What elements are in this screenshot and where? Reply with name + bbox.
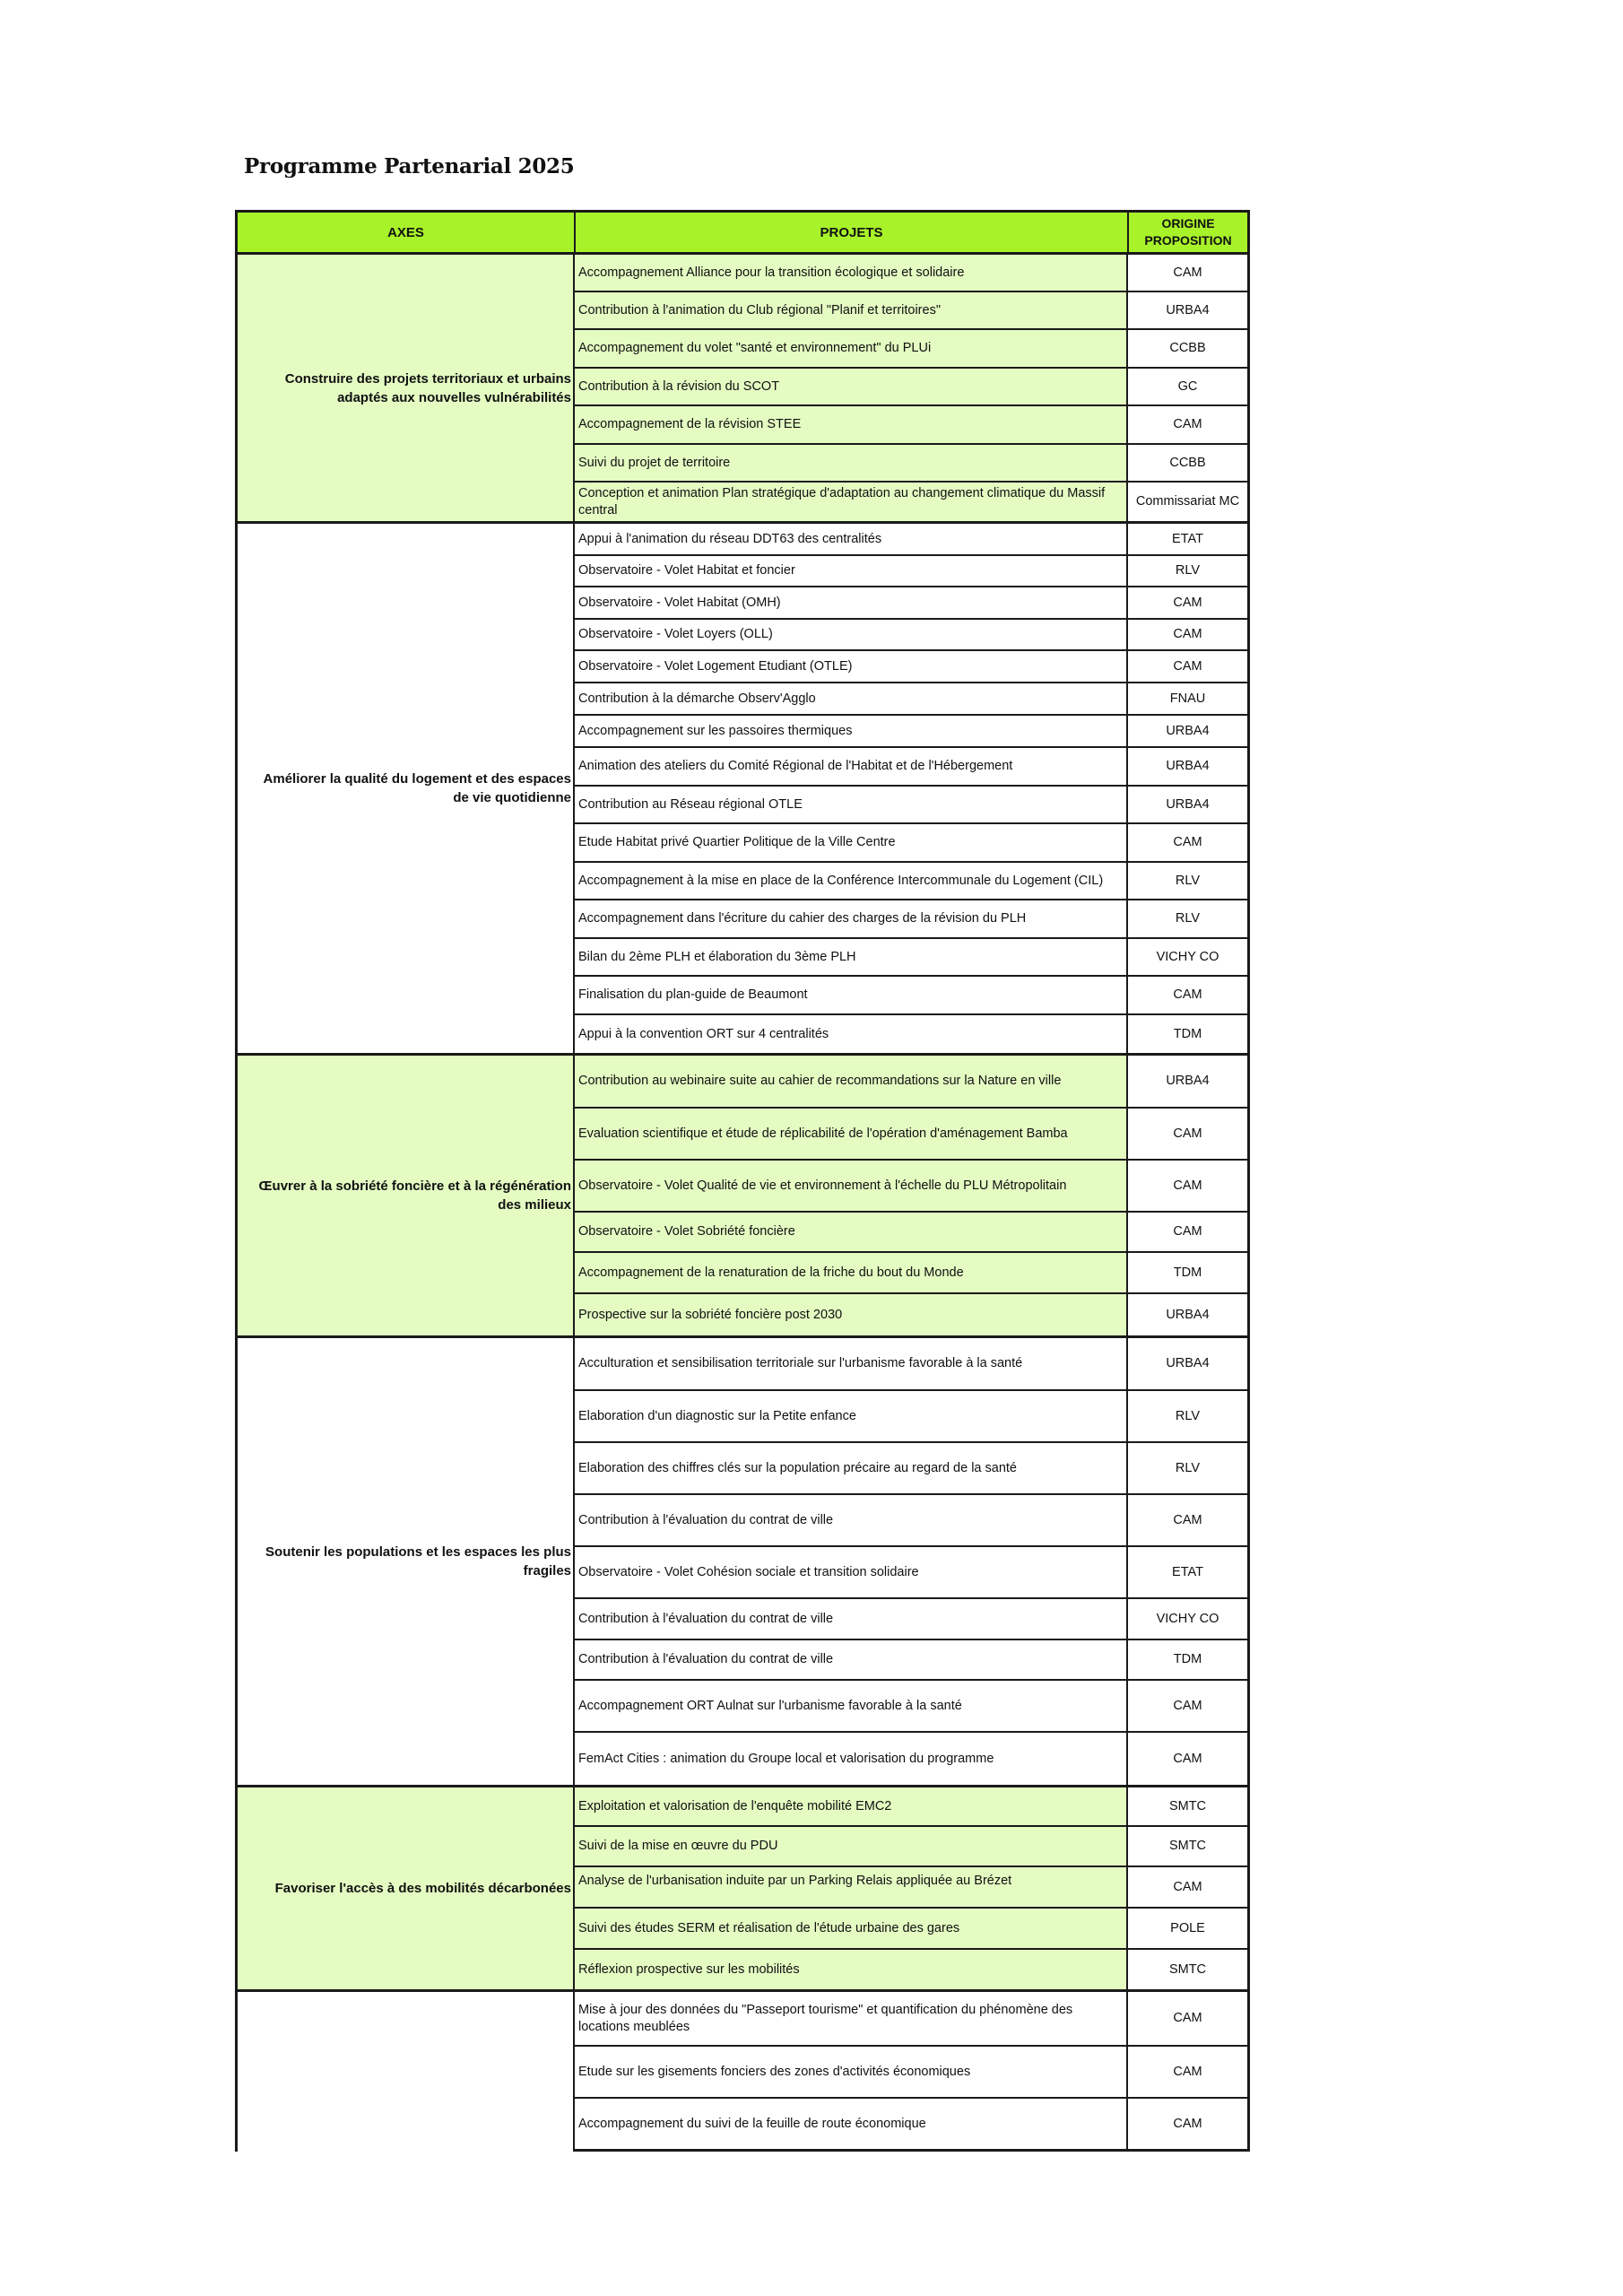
axe-group: [235, 1992, 1250, 2152]
projet-cell: Acculturation et sensibilisation territoriale sur l'urbanisme favorable à la santé: [575, 1338, 1128, 1389]
origine-cell: CAM: [1128, 2047, 1250, 2097]
table-row: [575, 1640, 1250, 1681]
project-rows: [575, 1056, 1250, 1335]
header-origine: ORIGINE PROPOSITION: [1144, 216, 1232, 248]
origine-cell: TDM: [1128, 1640, 1250, 1679]
axe-group: [235, 524, 1250, 1056]
projet-cell: Suivi des études SERM et réalisation de l'étude urbaine des gares: [575, 1909, 1128, 1948]
table-row: [575, 1733, 1250, 1785]
projet-cell: Mise à jour des données du "Passeport tourisme" et quantification du phénomène des locations meublées: [575, 1992, 1128, 2045]
table-row: [575, 824, 1250, 863]
table-row: [575, 1827, 1250, 1867]
table-row: [575, 787, 1250, 824]
projet-cell: Réflexion prospective sur les mobilités: [575, 1950, 1128, 1989]
origine-cell: CAM: [1128, 2099, 1250, 2149]
origine-cell: VICHY CO: [1128, 939, 1250, 975]
projet-cell: Accompagnement du volet "santé et environnement" du PLUi: [575, 330, 1128, 367]
projet-cell: Finalisation du plan-guide de Beaumont: [575, 977, 1128, 1013]
project-rows: [575, 524, 1250, 1053]
table-row: [575, 900, 1250, 939]
projet-cell: Contribution au webinaire suite au cahier de recommandations sur la Nature en ville: [575, 1056, 1128, 1107]
axe-label: Améliorer la qualité du logement et des espaces de vie quotidienne: [238, 524, 575, 1053]
origine-cell: FNAU: [1128, 683, 1250, 714]
origine-cell: GC: [1128, 369, 1250, 404]
table-row: [575, 483, 1250, 521]
table-row: [575, 1161, 1250, 1213]
origine-cell: CAM: [1128, 1495, 1250, 1545]
projet-cell: Contribution à la révision du SCOT: [575, 369, 1128, 404]
table-row: [575, 1950, 1250, 1989]
header-axes: AXES: [238, 213, 576, 252]
projet-cell: Exploitation et valorisation de l'enquête mobilité EMC2: [575, 1787, 1128, 1825]
axe-label: Construire des projets territoriaux et urbains adaptés aux nouvelles vulnérabilités: [238, 255, 575, 521]
origine-cell: URBA4: [1128, 716, 1250, 746]
origine-cell: ETAT: [1128, 524, 1250, 554]
table-row: [575, 255, 1250, 292]
axe-label: Soutenir les populations et les espaces les plus fragiles: [238, 1338, 575, 1785]
origine-cell: CAM: [1128, 587, 1250, 618]
projet-cell: Elaboration d'un diagnostic sur la Petite enfance: [575, 1391, 1128, 1441]
projet-cell: Accompagnement dans l'écriture du cahier des charges de la révision du PLH: [575, 900, 1128, 937]
origine-cell: URBA4: [1128, 787, 1250, 822]
table-row: [575, 1599, 1250, 1640]
projet-cell: Etude Habitat privé Quartier Politique de la Ville Centre: [575, 824, 1128, 861]
origine-cell: CAM: [1128, 1213, 1250, 1251]
project-rows: [575, 1338, 1250, 1785]
projet-cell: Animation des ateliers du Comité Régional de l'Habitat et de l'Hébergement: [575, 748, 1128, 785]
origine-cell: ETAT: [1128, 1547, 1250, 1597]
origine-cell: URBA4: [1128, 1056, 1250, 1107]
origine-cell: SMTC: [1128, 1950, 1250, 1989]
origine-cell: RLV: [1128, 900, 1250, 937]
origine-cell: SMTC: [1128, 1787, 1250, 1825]
origine-cell: CAM: [1128, 824, 1250, 861]
projet-cell: Accompagnement de la renaturation de la friche du bout du Monde: [575, 1253, 1128, 1292]
table-row: [575, 620, 1250, 651]
projet-cell: Observatoire - Volet Habitat (OMH): [575, 587, 1128, 618]
projet-cell: Analyse de l'urbanisation induite par un Parking Relais appliquée au Brézet: [575, 1867, 1128, 1907]
projet-cell: Accompagnement sur les passoires thermiques: [575, 716, 1128, 746]
projet-cell: Suivi du projet de territoire: [575, 445, 1128, 481]
table-body: [235, 255, 1250, 2152]
table-row: [575, 1443, 1250, 1495]
axe-group: [235, 255, 1250, 524]
project-rows: [575, 1787, 1250, 1989]
table-row: [575, 1495, 1250, 1547]
table-row: [575, 651, 1250, 683]
origine-cell: CAM: [1128, 406, 1250, 443]
table-row: [575, 1867, 1250, 1909]
table-row: [575, 445, 1250, 483]
table-row: [575, 369, 1250, 406]
origine-cell: CAM: [1128, 1867, 1250, 1907]
table-row: [575, 1253, 1250, 1294]
origine-cell: CAM: [1128, 1161, 1250, 1211]
page-title: Programme Partenarial 2025: [244, 154, 575, 178]
table-row: [575, 406, 1250, 445]
projet-cell: Observatoire - Volet Logement Etudiant (OTLE): [575, 651, 1128, 682]
table-row: [575, 1681, 1250, 1733]
axe-group: [235, 1338, 1250, 1787]
projet-cell: FemAct Cities : animation du Groupe local et valorisation du programme: [575, 1733, 1128, 1785]
table-row: [575, 1056, 1250, 1109]
origine-cell: URBA4: [1128, 1338, 1250, 1389]
axe-label: Œuvrer à la sobriété foncière et à la régénération des milieux: [238, 1056, 575, 1335]
projet-cell: Contribution à l'évaluation du contrat de ville: [575, 1495, 1128, 1545]
projet-cell: Observatoire - Volet Cohésion sociale et transition solidaire: [575, 1547, 1128, 1597]
projet-cell: Prospective sur la sobriété foncière post 2030: [575, 1294, 1128, 1335]
projet-cell: Accompagnement de la révision STEE: [575, 406, 1128, 443]
projet-cell: Accompagnement Alliance pour la transition écologique et solidaire: [575, 255, 1128, 291]
table-row: [575, 1547, 1250, 1599]
projet-cell: Etude sur les gisements fonciers des zones d'activités économiques: [575, 2047, 1128, 2097]
origine-cell: CAM: [1128, 620, 1250, 649]
projet-cell: Contribution à l'évaluation du contrat de ville: [575, 1599, 1128, 1639]
origine-cell: URBA4: [1128, 1294, 1250, 1335]
project-rows: [575, 255, 1250, 521]
projet-cell: Appui à l'animation du réseau DDT63 des centralités: [575, 524, 1128, 554]
projet-cell: Suivi de la mise en œuvre du PDU: [575, 1827, 1128, 1866]
table-row: [575, 1015, 1250, 1053]
projet-cell: Observatoire - Volet Qualité de vie et environnement à l'échelle du PLU Métropolitain: [575, 1161, 1128, 1211]
table-row: [575, 748, 1250, 787]
table-row: [575, 977, 1250, 1015]
projet-cell: Contribution au Réseau régional OTLE: [575, 787, 1128, 822]
table-row: [575, 292, 1250, 330]
projet-cell: Contribution à l'animation du Club régional "Planif et territoires": [575, 292, 1128, 328]
origine-cell: TDM: [1128, 1253, 1250, 1292]
table-row: [575, 1294, 1250, 1335]
axe-label: [238, 1992, 575, 2152]
projet-cell: Observatoire - Volet Loyers (OLL): [575, 620, 1128, 649]
table-row: [575, 1909, 1250, 1950]
table-row: [575, 556, 1250, 587]
projet-cell: Accompagnement du suivi de la feuille de route économique: [575, 2099, 1128, 2149]
projet-cell: Observatoire - Volet Sobriété foncière: [575, 1213, 1128, 1251]
table-header: [235, 210, 1250, 255]
origine-cell: RLV: [1128, 1443, 1250, 1493]
origine-cell: CAM: [1128, 977, 1250, 1013]
projet-cell: Conception et animation Plan stratégique d'adaptation au changement climatique du Massif central: [575, 483, 1128, 521]
table-row: [575, 863, 1250, 900]
origine-cell: URBA4: [1128, 748, 1250, 785]
origine-cell: RLV: [1128, 1391, 1250, 1441]
projet-cell: Contribution à l'évaluation du contrat de ville: [575, 1640, 1128, 1679]
project-rows: [573, 1992, 1250, 2152]
origine-cell: URBA4: [1128, 292, 1250, 328]
table-row: [575, 1391, 1250, 1443]
origine-cell: CCBB: [1128, 330, 1250, 367]
axe-group: [235, 1056, 1250, 1338]
origine-cell: POLE: [1128, 1909, 1250, 1948]
table-row: [575, 330, 1250, 369]
axe-group: [235, 1787, 1250, 1992]
origine-cell: Commissariat MC: [1128, 483, 1250, 521]
origine-cell: RLV: [1128, 556, 1250, 586]
table-row: [575, 1213, 1250, 1253]
projet-cell: Appui à la convention ORT sur 4 centralités: [575, 1015, 1128, 1053]
projet-cell: Evaluation scientifique et étude de réplicabilité de l'opération d'aménagement Bamba: [575, 1109, 1128, 1159]
axe-label: Favoriser l'accès à des mobilités décarbonées: [238, 1787, 575, 1989]
origine-cell: RLV: [1128, 863, 1250, 899]
projet-cell: Bilan du 2ème PLH et élaboration du 3ème PLH: [575, 939, 1128, 975]
table-row: [575, 1992, 1250, 2047]
table-row: [575, 939, 1250, 977]
table-row: [575, 683, 1250, 716]
origine-cell: VICHY CO: [1128, 1599, 1250, 1639]
origine-cell: TDM: [1128, 1015, 1250, 1053]
origine-cell: CCBB: [1128, 445, 1250, 481]
origine-cell: CAM: [1128, 1992, 1250, 2045]
table-row: [575, 2099, 1250, 2152]
projet-cell: Accompagnement ORT Aulnat sur l'urbanisme favorable à la santé: [575, 1681, 1128, 1731]
table-row: [575, 2047, 1250, 2099]
table-row: [575, 524, 1250, 556]
table-row: [575, 1787, 1250, 1827]
origine-cell: CAM: [1128, 255, 1250, 291]
projet-cell: Accompagnement à la mise en place de la Conférence Intercommunale du Logement (CIL): [575, 863, 1128, 899]
origine-cell: CAM: [1128, 1109, 1250, 1159]
origine-cell: CAM: [1128, 1733, 1250, 1785]
table-row: [575, 1109, 1250, 1161]
projet-cell: Observatoire - Volet Habitat et foncier: [575, 556, 1128, 586]
programme-table: [235, 210, 1250, 2152]
origine-cell: CAM: [1128, 1681, 1250, 1731]
header-projets: PROJETS: [576, 213, 1129, 252]
projet-cell: Contribution à la démarche Observ'Agglo: [575, 683, 1128, 714]
projet-cell: Elaboration des chiffres clés sur la population précaire au regard de la santé: [575, 1443, 1128, 1493]
table-row: [575, 587, 1250, 620]
table-row: [575, 1338, 1250, 1391]
origine-cell: SMTC: [1128, 1827, 1250, 1866]
origine-cell: CAM: [1128, 651, 1250, 682]
table-row: [575, 716, 1250, 748]
